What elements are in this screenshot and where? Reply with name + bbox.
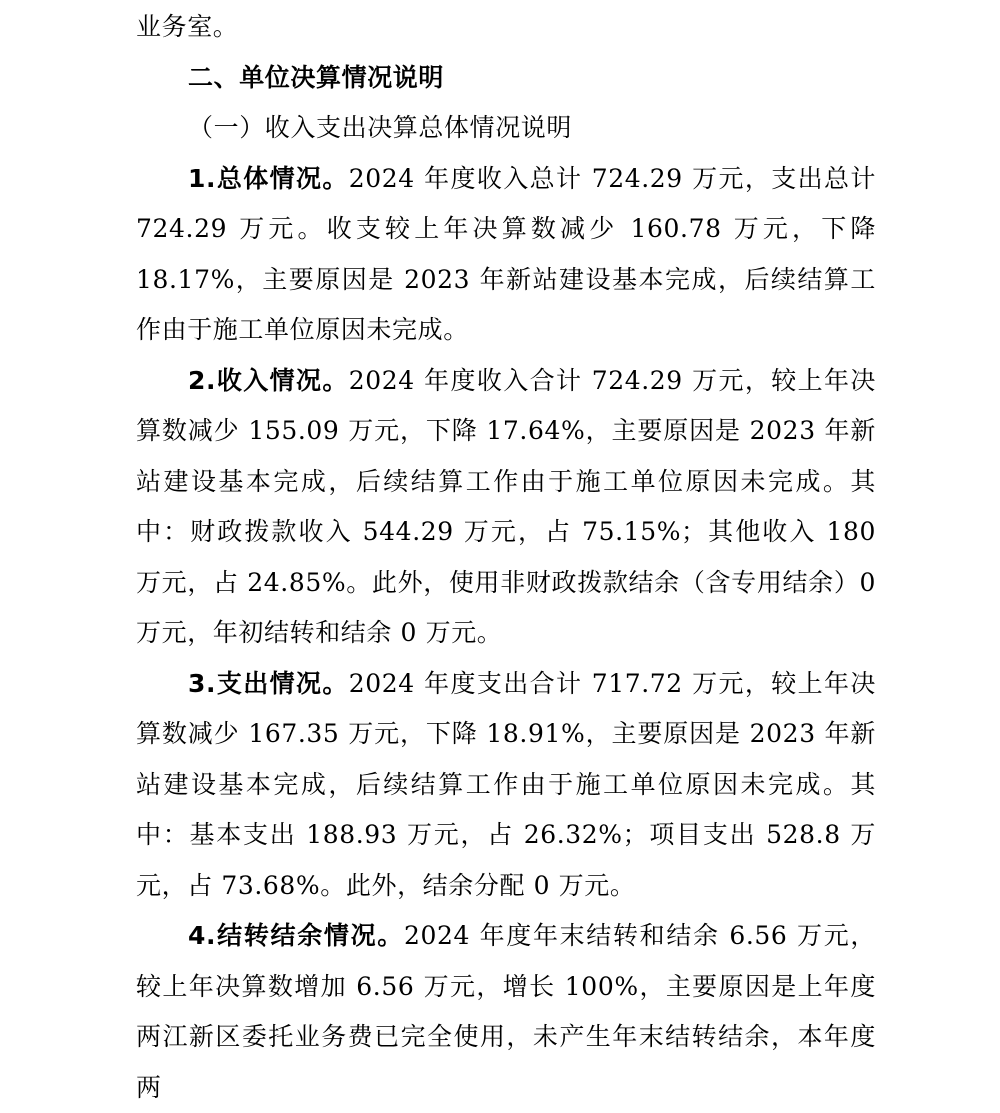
continued-text-fragment: 业务室。 — [136, 12, 239, 41]
section-heading: 二、单位决算情况说明 — [188, 62, 445, 92]
paragraph-lead-carryover: 4.结转结余情况。 — [188, 921, 404, 950]
paragraph-text-overall: 2024 年度收入总计 724.29 万元，支出总计 724.29 万元。收支较上年决算数减少 160.78 万元，下降 18.17%，主要原因是 2023 年新站建设基本完成，后续结算工作由于施工单位原因未完成。 — [136, 163, 877, 344]
paragraph-lead-income: 2.收入情况。 — [188, 365, 349, 395]
paragraph-expenditure — [136, 659, 876, 912]
paragraph-lead-expenditure: 3.支出情况。 — [188, 668, 349, 698]
paragraph-overall — [136, 154, 876, 356]
paragraph-text-income: 2024 年度收入合计 724.29 万元，较上年决算数减少 155.09 万元，下降 17.64%，主要原因是 2023 年新站建设基本完成，后续结算工作由于施工单位原因未完成。其中：财政拨款收入 544.29 万元，占 75.15%；其他收入 180 万元，占 24.85%。此外，使用非财政拨款结余（含专用结余）0 万元，年初结转和结余 0 万元。 — [136, 365, 877, 647]
paragraph-text-expenditure: 2024 年度支出合计 717.72 万元，较上年决算数减少 167.35 万元，下降 18.91%，主要原因是 2023 年新站建设基本完成，后续结算工作由于施工单位原因未完成。其中：基本支出 188.93 万元，占 26.32%；项目支出 528.8 万元，占 73.68%。此外，结余分配 0 万元。 — [136, 668, 877, 900]
paragraph-text-carryover: 2024 年度年末结转和结余 6.56 万元，较上年决算数增加 6.56 万元，增长 100%，主要原因是上年度两江新区委托业务费已完全使用，未产生年末结转结余，本年度两 — [136, 921, 876, 1102]
paragraph-lead-overall: 1.总体情况。 — [188, 163, 349, 193]
paragraph-carryover — [136, 911, 876, 1113]
paragraph-income — [136, 356, 876, 659]
document-page — [136, 0, 876, 1113]
subsection-heading: （一）收入支出决算总体情况说明 — [188, 113, 573, 142]
